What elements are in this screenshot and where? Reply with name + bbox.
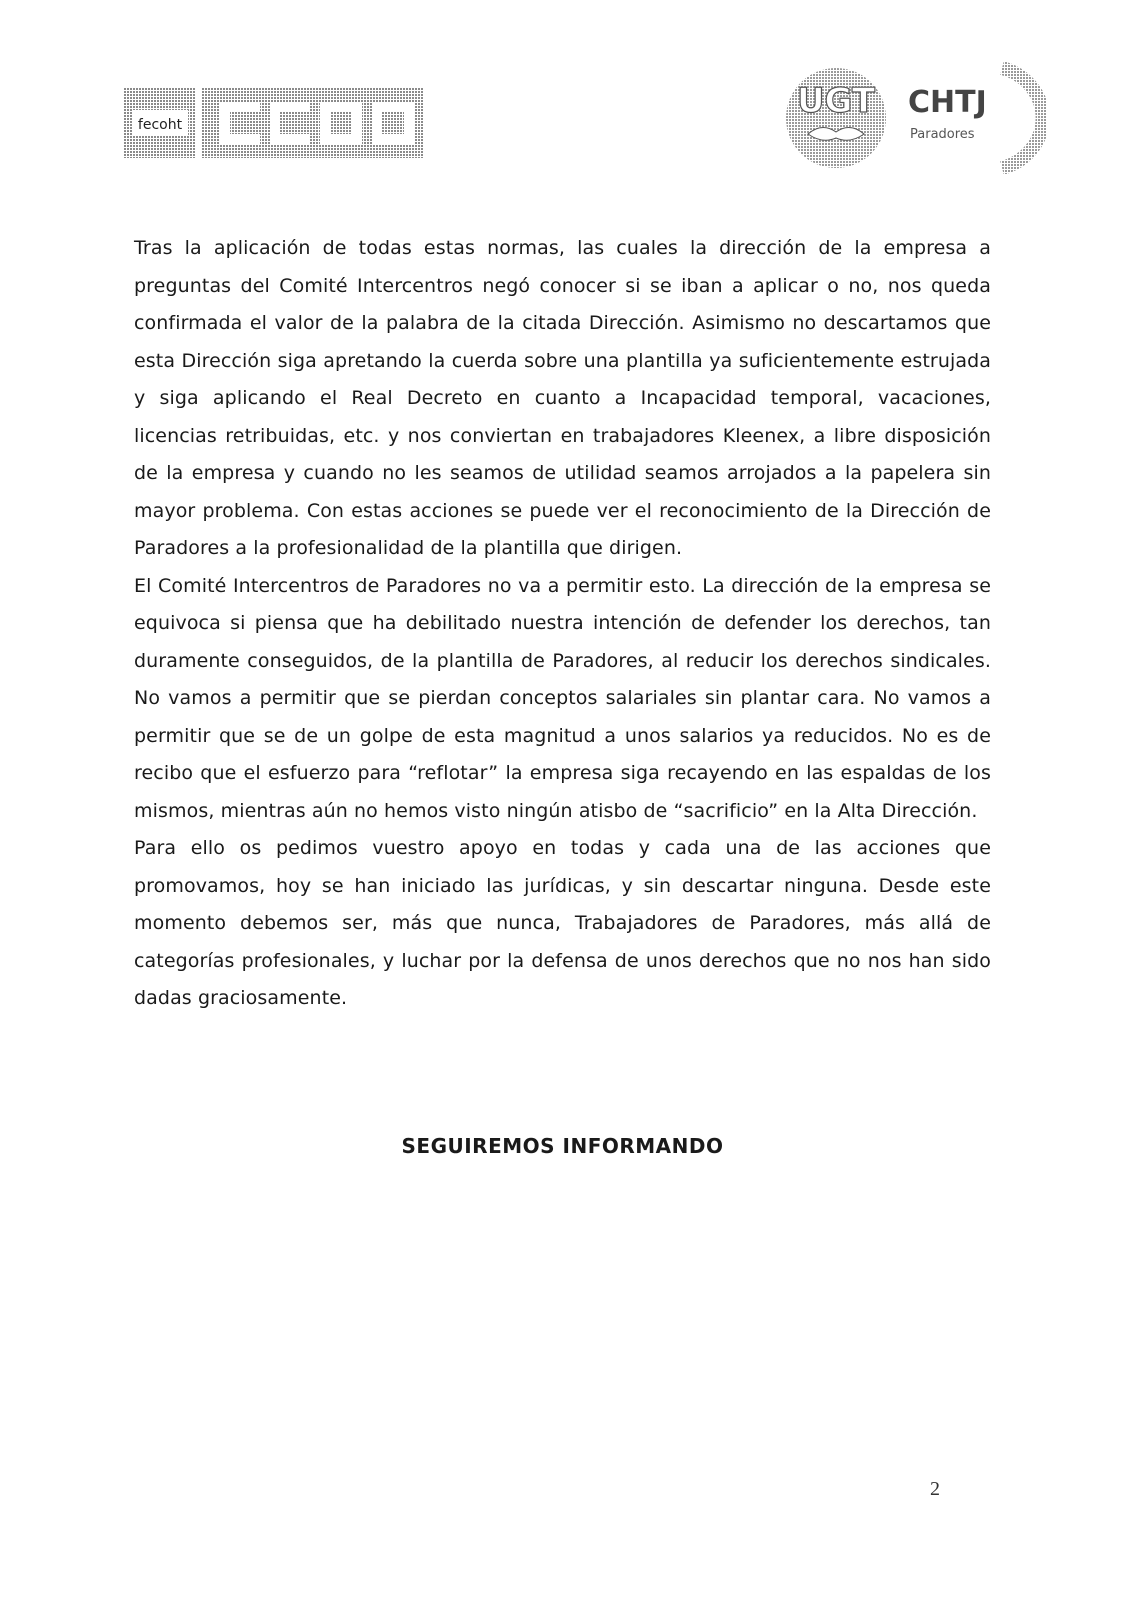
paragraph-3: Para ello os pedimos vuestro apoyo en todas y cada una de las acciones que promovamos, hoy se han iniciado las jurídicas, y sin descartar ninguna. Desde este momento debemos ser, más que nunca, Trabajadores de Paradores, más allá de categorías profesionales, y luchar por la defensa de unos derechos que no nos han sido dadas graciosamente.: [134, 837, 991, 1009]
chtj-brand: CHTJ: [908, 85, 987, 120]
paragraph-2: El Comité Intercentros de Paradores no va a permitir esto. La dirección de la empresa se equivoca si piensa que ha debilitado nuestra intención de defender los derechos, tan duramente conseguidos, de la plantilla de Paradores, al reducir los derechos sindicales. No vamos a permitir que se pierdan conceptos salariales sin plantar cara. No vamos a permitir que se de un golpe de esta magnitud a unos salarios ya reducidos. No es de recibo que el esfuerzo para “reflotar” la empresa siga recayendo en las espaldas de los mismos, mientras aún no hemos visto ningún atisbo de “sacrificio” en la Alta Dirección.: [134, 574, 991, 822]
paragraph-1: Tras la aplicación de todas estas normas, las cuales la dirección de la empresa a preguntas del Comité Intercentros negó conocer si se iban a aplicar o no, nos queda confirmada el valor de la palabra de la citada Dirección. Asimismo no descartamos que esta Dirección siga apretando la cuerda sobre una plantilla ya suficientemente estrujada y siga aplicando el Real Decreto en cuanto a Incapacidad temporal, vacaciones, licencias retribuidas, etc. y nos conviertan en trabajadores Kleenex, a libre disposición de la empresa y cuando no les seamos de utilidad seamos arrojados a la papelera sin mayor problema. Con estas acciones se puede ver el reconocimiento de la Dirección de Paradores a la profesionalidad de la plantilla que dirigen.: [134, 237, 991, 559]
ugt-chtj-paradores-logo: [786, 62, 1046, 174]
fecoht-label: fecoht: [137, 117, 183, 133]
ccoo-fecoht-logo: [124, 88, 424, 158]
ugt-seal-text: UGT: [796, 81, 876, 121]
closing-heading: SEGUIREMOS INFORMANDO: [401, 1134, 724, 1158]
paradores-sub: Paradores: [910, 127, 975, 142]
page-number: 2: [930, 1478, 940, 1500]
document-body: [134, 230, 991, 1018]
